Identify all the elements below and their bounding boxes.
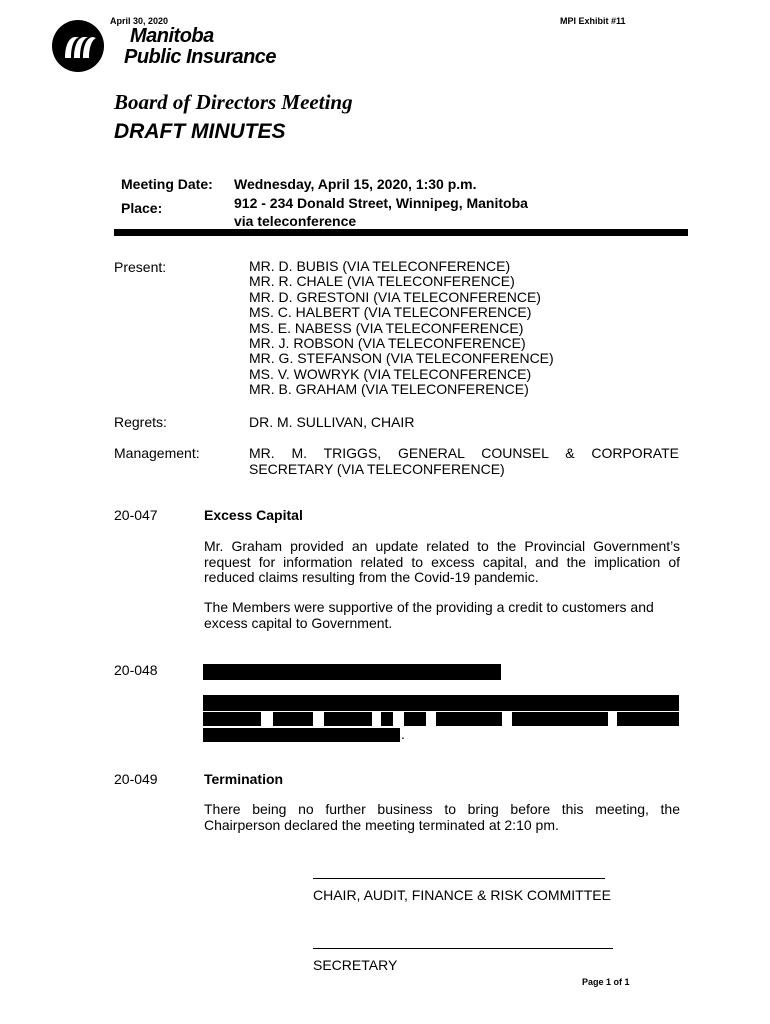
page-number: Page 1 of 1 [582,977,630,987]
secretary-signature-label: SECRETARY [313,957,398,973]
redaction-block [324,712,372,726]
meeting-date-value: Wednesday, April 15, 2020, 1:30 p.m. [234,176,477,192]
chair-signature-line [313,878,605,880]
header-divider [114,229,688,236]
meeting-date-label: Meeting Date: [121,176,213,192]
attendee: MR. D. GRESTONI (VIA TELECONFERENCE) [249,288,541,305]
redaction-block [203,712,261,726]
item-paragraph: Mr. Graham provided an update related to the Provincial Government’s request for information related to excess capital, and the implication of reduced claims resulting from the Covid-19 pandemic. [204,538,680,585]
present-label: Present: [114,259,167,275]
item-title: Excess Capital [204,507,303,523]
item-paragraph: There being no further business to bring before this meeting, the Chairperson declared the meeting terminated at 2:10 pm. [204,801,680,833]
secretary-signature-line [313,948,613,950]
org-name-line1: Manitoba [130,25,214,47]
regrets-label: Regrets: [114,414,167,430]
chair-signature-label: CHAIR, AUDIT, FINANCE & RISK COMMITTEE [313,887,611,903]
attendee: MS. V. WOWRYK (VIA TELECONFERENCE) [249,365,532,382]
attendee: MS. E. NABESS (VIA TELECONFERENCE) [249,319,524,336]
item-number: 20-049 [114,771,158,787]
attendee: MR. J. ROBSON (VIA TELECONFERENCE) [249,335,526,352]
redaction-period: . [401,726,405,742]
attendee: MR. G. STEFANSON (VIA TELECONFERENCE) [249,350,554,367]
item-number: 20-048 [114,662,158,678]
redaction-block [203,728,400,742]
redaction-block [203,695,679,711]
redaction-block [273,712,313,726]
attendee: MR. R. CHALE (VIA TELECONFERENCE) [249,273,515,290]
document-date: April 30, 2020 [110,16,169,26]
item-number: 20-047 [114,507,158,523]
document-title: Board of Directors Meeting [114,90,353,114]
exhibit-number: MPI Exhibit #11 [560,16,626,26]
redaction-block [512,712,608,726]
item-paragraph: The Members were supportive of the providing a credit to customers and excess capital to Government. [204,599,654,631]
mpi-logo-icon [52,20,104,72]
place-value-line1: 912 - 234 Donald Street, Winnipeg, Manitoba [234,195,528,211]
present-list [249,259,554,398]
document-subtitle: DRAFT MINUTES [114,120,286,143]
item-title: Termination [204,771,284,787]
attendee: MR. B. GRAHAM (VIA TELECONFERENCE) [249,381,529,398]
redaction-block [436,712,502,726]
attendee: MS. C. HALBERT (VIA TELECONFERENCE) [249,304,532,321]
place-value-line2: via teleconference [234,213,357,229]
org-name-line2: Public Insurance [124,46,277,68]
place-label: Place: [121,200,163,216]
management-value: MR. M. TRIGGS, GENERAL COUNSEL & CORPORATE SECRETARY (VIA TELECONFERENCE) [249,445,679,477]
redaction-block [617,712,679,726]
redaction-block [404,712,426,726]
management-label: Management: [114,445,200,461]
attendee: MR. D. BUBIS (VIA TELECONFERENCE) [249,258,511,274]
redaction-block [203,664,501,680]
redaction-block [381,712,393,726]
regrets-value: DR. M. SULLIVAN, CHAIR [249,414,415,430]
